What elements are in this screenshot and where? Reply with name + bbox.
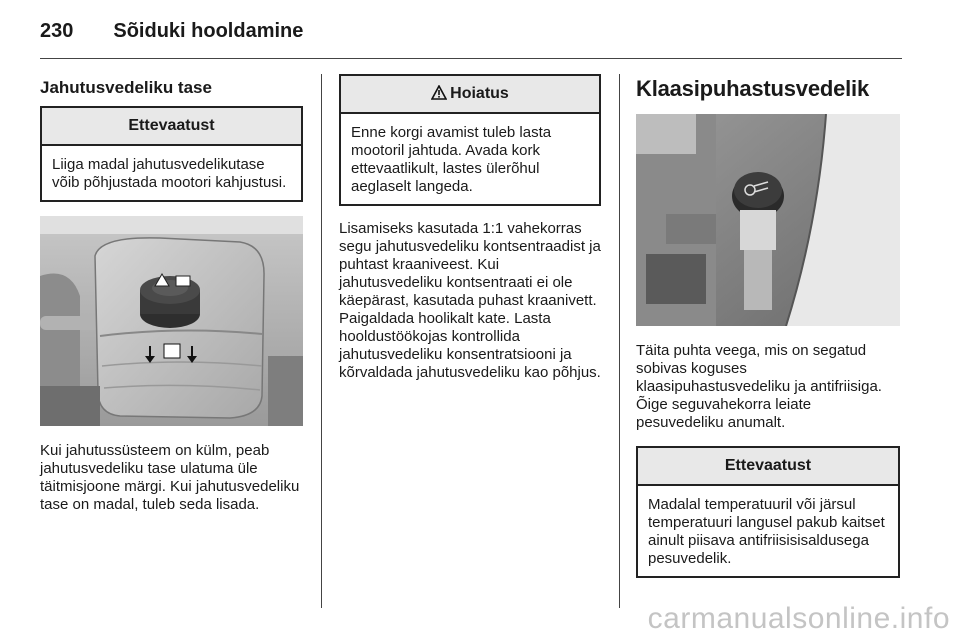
coolant-level-text: Kui jahutussüsteem on külm, peab jahutusvedeliku tase ulatuma üle täitmisjoone märgi. Kui jahutusvedeliku tase on madal, tuleb seda lisada. <box>40 442 300 513</box>
warning-box <box>339 74 601 206</box>
warning-header <box>341 76 599 114</box>
caution-box-washer <box>636 446 900 578</box>
caution-title: Ettevaatust <box>42 108 301 146</box>
caution-text-washer: Madalal temperatuuril või järsul temperatuuri langusel pakub kaitset ainult piisava antifriisisisaldusega pesuvedelik. <box>648 496 885 567</box>
column-washer <box>636 74 900 592</box>
header-rule <box>40 58 902 59</box>
caution-text: Liiga madal jahutusvedelikutase võib põhjustada mootori kahjustusi. <box>52 156 287 191</box>
warning-text: Enne korgi avamist tuleb lasta mootoril jahtuda. Avada kork ettevaatlikult, lastes ülerõhul aeglaselt langeda. <box>351 124 552 195</box>
watermark: carmanualsonline.info <box>647 602 950 635</box>
section-heading-washer: Klaasipuhastusvedelik <box>636 76 870 101</box>
column-coolant <box>40 74 303 514</box>
coolant-reservoir-photo <box>40 216 303 426</box>
washer-fluid-text: Täita puhta veega, mis on segatud sobivas koguses klaasipuhastusvedeliku ja antifriisiga. Õige seguvahekorra leiate pesuvedeliku anumalt. <box>636 342 882 431</box>
section-heading-coolant: Jahutusvedeliku tase <box>40 78 212 97</box>
column-warning <box>339 74 601 382</box>
caution-box <box>40 106 303 202</box>
coolant-mix-text: Lisamiseks kasutada 1:1 vahekorras segu jahutusvedeliku kontsentraadist ja puhtast kraaniveest. Kui jahutusvedeliku kontsentraati ei ole käepärast, kasutada puhast kraanivett. Paigaldada hoolikalt kate. Lasta hooldustöökojas kontrollida jahutusvedeliku konsentratsiooni ja kõrvaldada jahutusvedeliku kao põhjus. <box>339 220 601 381</box>
page-number: 230 <box>40 20 74 42</box>
warning-title: Hoiatus <box>450 85 509 102</box>
washer-reservoir-photo <box>636 114 900 326</box>
page-title: Sõiduki hooldamine <box>113 20 304 42</box>
caution-title-washer: Ettevaatust <box>638 448 898 486</box>
column-divider <box>321 74 322 608</box>
warning-triangle-icon <box>431 85 447 100</box>
column-divider <box>619 74 620 608</box>
page-header <box>40 20 303 44</box>
